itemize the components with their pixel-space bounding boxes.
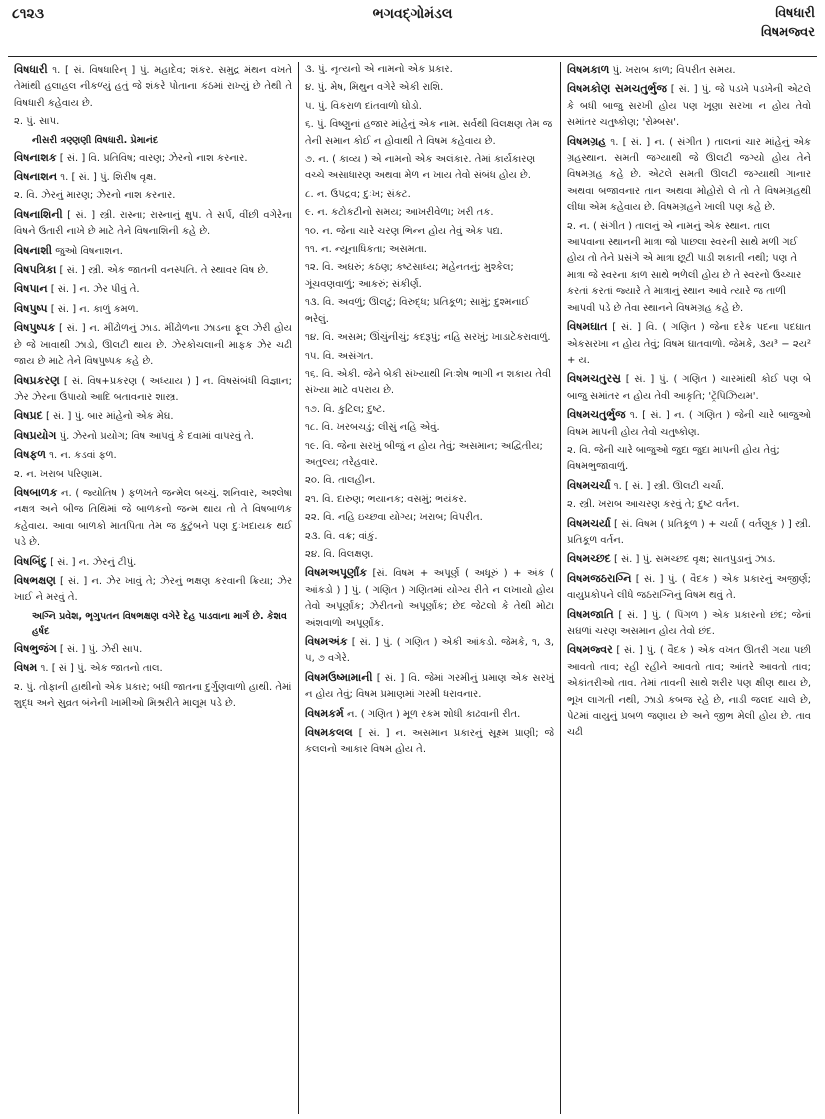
entry-definition: ૧૭. વિ. કુટિલ; દુષ્ટ. [305,403,386,415]
entry-headword: વિષનાશી [14,243,53,257]
entry-definition: ૧૬. વિ. એકી. જેને બેકી સંખ્યાથી નિઃશેષ ભાગી ન શકાય તેવી સંખ્યા માટે વપરાય છે. [305,368,552,397]
entry-definition: ૨. પું. સાપ. [14,116,60,128]
entry-sense [14,680,292,713]
entry-sense [14,114,292,130]
entry-quote: નીસરી ત્રણ્ણણી વિષધારી. પ્રેમાનંદ [32,134,159,146]
entry-quote: અગ્નિ પ્રવેશ, ભૃગુપતન વિષભક્ષણ વગેરે દેહ પાડવાના માર્ગ છે. કેશવ હર્ષદ [32,610,287,637]
entry-definition: [ સં. ] પું. ( પિંગળ ) એક પ્રકારનો છંદ; જેનાં સઘળાં ચરણ અસમાન હોય તેવો છંદ. [567,609,811,637]
dictionary-entry [305,565,554,632]
dictionary-entry [567,134,811,217]
entry-definition: ૧૦. ન. જેના ચારે ચરણ ભિન્ન હોય તેવું એક પદ્ય. [305,225,503,237]
entry-definition: [ સં. ] પું. ( ગણિત ) એકી આંકડો. જેમકે, ૧, ૩, ૫, ૭ વગેરે. [305,637,554,665]
entry-headword: વિષભુજંગ [14,641,57,655]
entry-sense [305,99,554,115]
entry-definition: ૧૧. ન. ન્યૂનાધિકતા; અસમતા. [305,244,427,256]
entry-definition: ૨. વિ. જેની ચારે બાજુઓ જુદા જુદા માપની હોય તેવું; વિષમભુજાવાળું. [567,444,780,473]
entry-definition: ૧. [ સં. વિષધારિન્ ] પું. મહાદેવ; શંકર. સમુદ્ર મંથન વખતે તેમાંથી હલાહલ નીકળ્યું હતું જે શંકરે પોતાના કંઠમાં રાખ્યું છે તેથી તે વિષધારી કહેવાય છે. [14,65,292,109]
entry-sense [14,188,292,204]
entry-headword: વિષપાન [14,282,48,296]
dictionary-entry [567,407,811,441]
entry-definition: [ સં. ] વિ. પ્રતિવિષ; વારણ; ઝેરનો નાશ કરનાર. [56,152,248,164]
entry-sense [305,80,554,96]
dictionary-entry [14,150,292,167]
entry-definition: [ સં. વિષ+પ્રકરણ ( અધ્યાય ) ] ન. વિષસંબંધી વિજ્ઞાન; ઝેર ઝેરના ઉપાયો આદિ બતાવનાર શાસ્ત્ર. [14,375,292,403]
entry-sense [305,402,554,418]
entry-definition: ૧૨. વિ. અઘરું; કઠણ; કષ્ટસાધ્ય; મહેનતનું; મુશ્કેલ; ગૂંચવણવાળું; આકરું; સંકીર્ણ. [305,262,514,290]
entry-headword: વિષપુષ્પક [14,321,56,335]
dictionary-entry [567,371,811,405]
entry-definition: ૯. ન. કટોકટીનો સમય; આખરીવેળા; ખરી તક. [305,207,494,219]
entry-headword: વિષબાળક [14,485,58,499]
entry-definition: ૮. ન. ઉપદ્રવ; દુઃખ; સંકટ. [305,188,411,200]
entry-headword: વિષપ્રકરણ [14,373,60,387]
entry-headword: વિષમજ્વર [567,643,613,657]
dictionary-entry [567,516,811,550]
entry-headword: વિષમકર્મ [305,706,344,720]
entry-sense [567,219,811,317]
entry-headword: વિષમઅંક [305,635,348,648]
entry-headword: વિષમજાતિ [567,607,614,621]
entry-definition: ૧૯. વિ. જેના સરખું બીજું ન હોય તેવું; અસમાન; અદ્વિતીય; અતુલ્ય; તરેહવાર. [305,440,543,468]
entry-sense [567,443,811,476]
entry-definition: ૨૧. વિ. દારુણ; ભયાનક; વસમું; ભયંકર. [305,493,467,505]
entry-definition: [ સં. ] વિ. જેમાં ગરમીનું પ્રમાણ એક સરખું ન હોય તેવું; વિષમ પ્રમાણમાં ગરમી ધરાવનાર. [305,672,554,701]
dictionary-entry [14,207,292,241]
entry-definition: [ સં. વિષમ ( પ્રતિકૂળ ) + ચર્યા ( વર્તણૂક ) ] સ્ત્રી. પ્રતિકૂળ વર્તન. [567,518,811,546]
dictionary-entry [567,571,811,605]
entry-headword: વિષમગ્રહ [567,134,607,148]
entry-sense [305,117,554,150]
entry-headword: વિષમજઠરાગ્નિ [567,571,632,585]
page-header [0,0,825,56]
dictionary-entry [14,320,292,370]
entry-sense [305,349,554,365]
entry-headword: વિષનાશક [14,150,57,164]
entry-definition: [ સં. ] પું. ( વૈદક ) એક વખત ઊતરી ગયા પછી આવતો તાવ; રહી રહીને આવતો તાવ; આંતરે આવતો તાવ; એકાંતરીઓ તાવ. તેમાં તાવની સાથે શરીર પણ ક્ષીણ થાય છે, ભૂખ લાગતી નથી, ઝાડો કબજ રહે છે, નાડી જલદ ચાલે છે, પેટમાં વાયુનું પ્રબળ જણાય છે અને જીભ મેલી હોય છે. તાવ ચઢી [567,645,811,739]
entry-definition: ૪. પું. મેષ, મિથુન વગેરે એકી રાશિ. [305,82,444,94]
entry-sense [305,152,554,185]
entry-definition: [ સં. ] પું. બાર માંહેનો એક મેઘ. [42,411,174,423]
entry-definition: [ સં. ] પું. ( વૈદક ) એક પ્રકારનું અજીર્ણ; વાયુપ્રકોપને લીધે જઠરાગ્નિનું વિષમ થવું તે. [567,573,811,602]
entry-definition: ૧. ન. કડવાં ફળ. [45,450,117,462]
entry-definition: [ સં. ] ન. મીંઢોળનું ઝાડ. મીંઢોળના ઝાડના ફૂલ ઝેરી હોય છે જે ખાવાથી ઝાડો, ઊલટી થાય છે. ઝેરકોચલાની માફક ઝેર ચઢી જાય છે માટે તેને વિષપુષ્પક કહે છે. [14,323,292,368]
entry-definition: [સં. વિષમ + અપૂર્ણ ( અધૂરું ) + અંક ( આંકડો ) ] પું. ( ગણિત ) ગણિતમાં યોગ્ય રીતે ન લખાયો હોય તેવો અપૂર્ણાંક; ઝેરીતનો અપૂર્ણાંક; છેદ જેટલો કે તેથી મોટા અંશવાળો અપૂર્ણાંક. [305,568,554,629]
entry-definition: ૧૪. વિ. અસમ; ઊંચુંનીચું; કદરૂપું; નહિ સરખું; ખાડાટેકરાવાળું. [305,332,551,344]
entry-sense [305,420,554,436]
entry-definition: ૨૩. વિ. વક્ર; વાંકું. [305,530,378,542]
entry-definition: ૩. પું. નૃત્યનો એ નામનો એક પ્રકાર. [305,64,453,75]
entry-headword: વિષમચતુરસ્ર [567,372,621,386]
entry-headword: વિષમ [14,661,38,675]
entry-definition: ૨૪. વિ. વિલક્ષણ. [305,548,374,560]
dictionary-entry [567,81,811,131]
dictionary-entry [14,301,292,318]
entry-headword: વિષપુષ્પ [14,301,48,315]
entry-definition: પું. ખરાબ કાળ; વિપરીત સમય. [609,65,736,76]
entry-definition: ૧. [ સં. ] ન. ( ગણિત ) જેની ચારે બાજુઓ વિષમ માપની હોય તેવો ચતુષ્કોણ. [567,410,811,438]
entry-headword: વિષપ્રયોગ [14,428,57,442]
entry-headword: વિષમઉષ્મામાની [305,670,373,684]
entry-definition: ૧૫. વિ. અસંગત. [305,350,374,362]
entry-headword: વિષનાશિની [14,207,63,221]
dictionary-entry [305,634,554,668]
dictionary-entry [14,408,292,425]
entry-sense [567,497,811,513]
entry-sense [305,439,554,472]
entry-definition: ૨૦. વિ. તાલહીન. [305,475,376,487]
entry-headword: વિષપત્રિકા [14,263,57,277]
entry-headword: વિષધારી [14,63,48,76]
entry-definition: [ સં. ] સ્ત્રી. રાસ્ના; રાસ્નાનું ક્ષુપ. તે સર્પ, વીંછી વગેરેના વિષને ઉતારી નાખે છે માટે તેને વિષનાશિની કહે છે. [14,209,292,238]
entry-headword: વિષમચતુર્ભુજ [567,408,626,422]
entry-definition: ૧. [ સં. ] સ્ત્રી. ઊલટી ચર્ચા. [610,480,725,492]
dictionary-columns [8,62,817,1114]
entry-definition: પું. ઝેરનો પ્રયોગ; વિષ આપવું કે દવામાં વાપરવું તે. [56,430,254,442]
entry-definition: ૧૩. વિ. અવળું; ઊલટું; વિરુદ્ધ; પ્રતિકૂળ; સામું; દુશ્મનાઈ ભરેલું. [305,297,530,325]
dictionary-entry [305,670,554,704]
dictionary-entry [567,642,811,741]
dictionary-entry [14,554,292,571]
entry-headword: વિષમઅપૂર્ણાંક [305,566,368,580]
dictionary-entry [14,262,292,279]
entry-sense [305,62,554,78]
dictionary-entry [14,660,292,677]
entry-definition: [ સં. ] પું. સમચ્છદ વૃક્ષ; સાતપુડાનું ઝાડ. [610,554,776,566]
dictionary-entry [14,641,292,658]
entry-definition: ૧. [ સં. ] ન. ( સંગીત ) તાલનાં ચાર માંહેનું એક ગ્રહસ્થાન. સમતી જગ્યાથી જે ઊલટી જગ્યો હોય તેને વિષમગ્રહ કહે છે. એટલે સમતી ઊલટી જગ્યાથી ગાનાર અથવા બજાવનાર તાન અથવા મોહોરો લે તો તે વિષમગ્રહથી લીધા એમ કહેવાય છે. વિષમગ્રહને ખાલી પણ કહે છે. [567,136,811,214]
entry-sense [305,547,554,563]
entry-sense [305,492,554,508]
header-rule [8,56,817,57]
guide-word-top: વિષધારી [775,6,815,21]
dictionary-entry [14,62,292,112]
entry-definition: ૧૮. વિ. ખરબચડું; લીસું નહિ એવું. [305,422,440,434]
entry-headword: વિષમકાળ [567,63,610,76]
dictionary-entry [14,428,292,445]
entry-definition: [ સં. ] વિ. ( ગણિત ) જેના દરેક પદના પદઘાત એકસરખા ન હોય તેવું; વિષમ ઘાતવાળો. જેમકે, ૩ય³ − ૨ય² + ય. [567,322,811,366]
dictionary-entry [14,485,292,552]
dictionary-entry [14,243,292,260]
column-2 [298,62,560,1114]
entry-sense [305,510,554,526]
entry-headword: વિષભક્ષણ [14,573,56,587]
entry-definition: ૭. ન. ( કાવ્ય ) એ નામનો એક અલંકાર. તેમાં કાર્યકારણ વચ્ચે અસાધારણ અથવા મેળ ન ખાય તેવો સંબંધ હોય છે. [305,154,536,182]
entry-definition: ૬. પું. વિષ્ણુનાં હજાર માંહેનું એક નામ. સર્વથી વિલક્ષણ તેમ જ તેની સમાન કોઈ ન હોવાથી તે વિષમ કહેવાય છે. [305,119,553,147]
dictionary-entry [305,725,554,759]
guide-word-bottom: વિષમજ્વર [760,25,815,40]
dictionary-entry [567,62,811,79]
entry-definition: [ સં. ] પું. જે પડખે પડખેની એટલે કે બધી બાજુ સરખી હોય પણ ખૂણા સરખા ન હોય તેવો સમાંતર ચતુષ્કોણ; 'રોમ્બસ'. [567,84,812,129]
entry-definition: [ સં. ] ન. અસમાન પ્રકારનું સૂક્ષ્મ પ્રાણી; જે કલલનો આકાર વિષમ હોય તે. [305,728,554,756]
entry-definition: [ સં. ] પું. ( ગણિત ) ચારમાંથી કોઈ પણ બે બાજુ સમાંતર ન હોય તેવી આકૃતિ; 'ટ્રૅપિઝિયમ'. [567,374,811,402]
entry-sense [305,330,554,346]
dictionary-entry [14,447,292,464]
entry-definition: જુઓ વિષનાશન. [52,245,123,257]
page-number: ૮૧૨૩ [12,6,45,22]
entry-sense [305,260,554,293]
book-title: ભગવદ્ગોમંડલ [372,6,453,22]
entry-headword: વિષમકલલ [305,726,353,740]
entry-definition: ન. ( જ્યોતિષ ) ફળખતે જન્મેલ બચ્ચું. શનિવાર, અશ્લેષા નક્ષત્ર અને બીજ તિથિમાં જે બાળકનો જન્મ થાય તો તે વિષબાળક કહેવાય. આવા બાળકો માતપિતા તેમ જ કુટુંબને પણ દુઃખદાયક થઈ પડે છે. [14,487,292,549]
entry-definition: [ સં. ] ન. કાળું કમળ. [47,303,139,315]
guide-words [761,4,815,42]
dictionary-entry [14,373,292,407]
entry-sense [305,529,554,545]
entry-headword: વિષમઘાત [567,320,608,334]
entry-definition: ૧. [ સં. ] પું. શિરીષ વૃક્ષ. [57,172,157,184]
column-3 [560,62,817,1114]
entry-sense [305,205,554,221]
entry-headword: વિષપ્રદ [14,409,43,423]
entry-definition: [ સં. ] ન. ઝેર પીવું તે. [47,284,140,296]
entry-definition: [ સં. ] સ્ત્રી. એક જાતની વનસ્પતિ. તે સ્થાવર વિષ છે. [56,265,269,277]
entry-definition: ૨. પું. તોફાની હાથીનો એક પ્રકાર; બધી જાતના દુર્ગુણવાળો હાથી. તેમાં શુદ્ધ અને સુવ્રત બંનેની ખામીઓ મિશ્રરીતે માલૂમ પડે છે. [14,681,292,709]
entry-headword: વિષમચર્યા [567,516,611,530]
dictionary-entry [567,478,811,495]
entry-definition: ૫. પું. વિકરાળ દાંતવાળો ઘોડો. [305,100,422,112]
entry-definition: [ સં. ] ન. ઝેર ખાવું તે; ઝેરનું ભક્ષણ કરવાની ક્રિયા; ઝેર ખાઈ ને મરવું તે. [14,575,292,604]
entry-sense [305,242,554,258]
entry-headword: વિષબિંદુ [14,554,47,568]
entry-headword: વિષફળ [14,448,46,462]
entry-sense [305,367,554,400]
entry-headword: વિષમચ્છદ [567,552,611,566]
entry-definition: ૨. વિ. ઝેરનું મારણ; ઝેરનો નાશ કરનાર. [14,190,176,202]
entry-sense [305,187,554,203]
entry-definition: ૨. ન. ( સંગીત ) તાલનું એ નામનું એક સ્થાન. તાલ આપવાના સ્થાનની માત્રા જો પાછલા સ્વરની સાથે મળી ગઈ હોય તો તેને પ્રસંગે એ માત્રા છૂટી પાડી શકાતી નથી; પણ તે માત્રા જે સ્વરના કાળ સાથે ભળેલી હોય છે તે સ્વરનો ઉચ્ચાર કરતાં કરતાં જ્યારે તે માત્રાનું સ્થાન આવે ત્યારે જ તાળી આપવી પડે છે તેવા સ્થાનને વિષમગ્રહ કહે છે. [567,220,802,314]
dictionary-entry [567,551,811,568]
dictionary-entry [305,706,554,723]
entry-sense [305,295,554,328]
entry-sense [305,224,554,240]
entry-definition: ન. ( ગણિત ) મૂળ રકમ શોધી કાઢવાની રીત. [343,708,521,720]
dictionary-entry [567,607,811,641]
entry-headword: વિષમકોણ સમચતુર્ભુજ [567,82,667,96]
entry-sense [305,473,554,489]
dictionary-entry [567,319,811,369]
entry-definition: ૨. ન. ખરાબ પરિણામ. [14,468,103,480]
dictionary-entry [14,169,292,186]
column-1 [8,62,298,1114]
entry-definition: ૨૨. વિ. નહિ ઇચ્છવા યોગ્ય; ખરાબ; વિપરીત. [305,512,483,524]
entry-sense [14,467,292,483]
entry-headword: વિષનાશન [14,170,58,184]
entry-definition: [ સં. ] પું. ઝેરી સાપ. [56,643,143,655]
entry-definition: ૧. [ સં ] પું. એક જાતનો તાલ. [37,663,163,675]
dictionary-entry [14,573,292,607]
dictionary-entry [14,281,292,298]
entry-headword: વિષમચર્ચા [567,478,611,492]
entry-definition: [ સં. ] ન. ઝેરનું ટીપું. [46,556,137,568]
entry-definition: ૨. સ્ત્રી. ખરાબ આચરણ કરવું તે; દુષ્ટ વર્તન. [567,499,740,511]
